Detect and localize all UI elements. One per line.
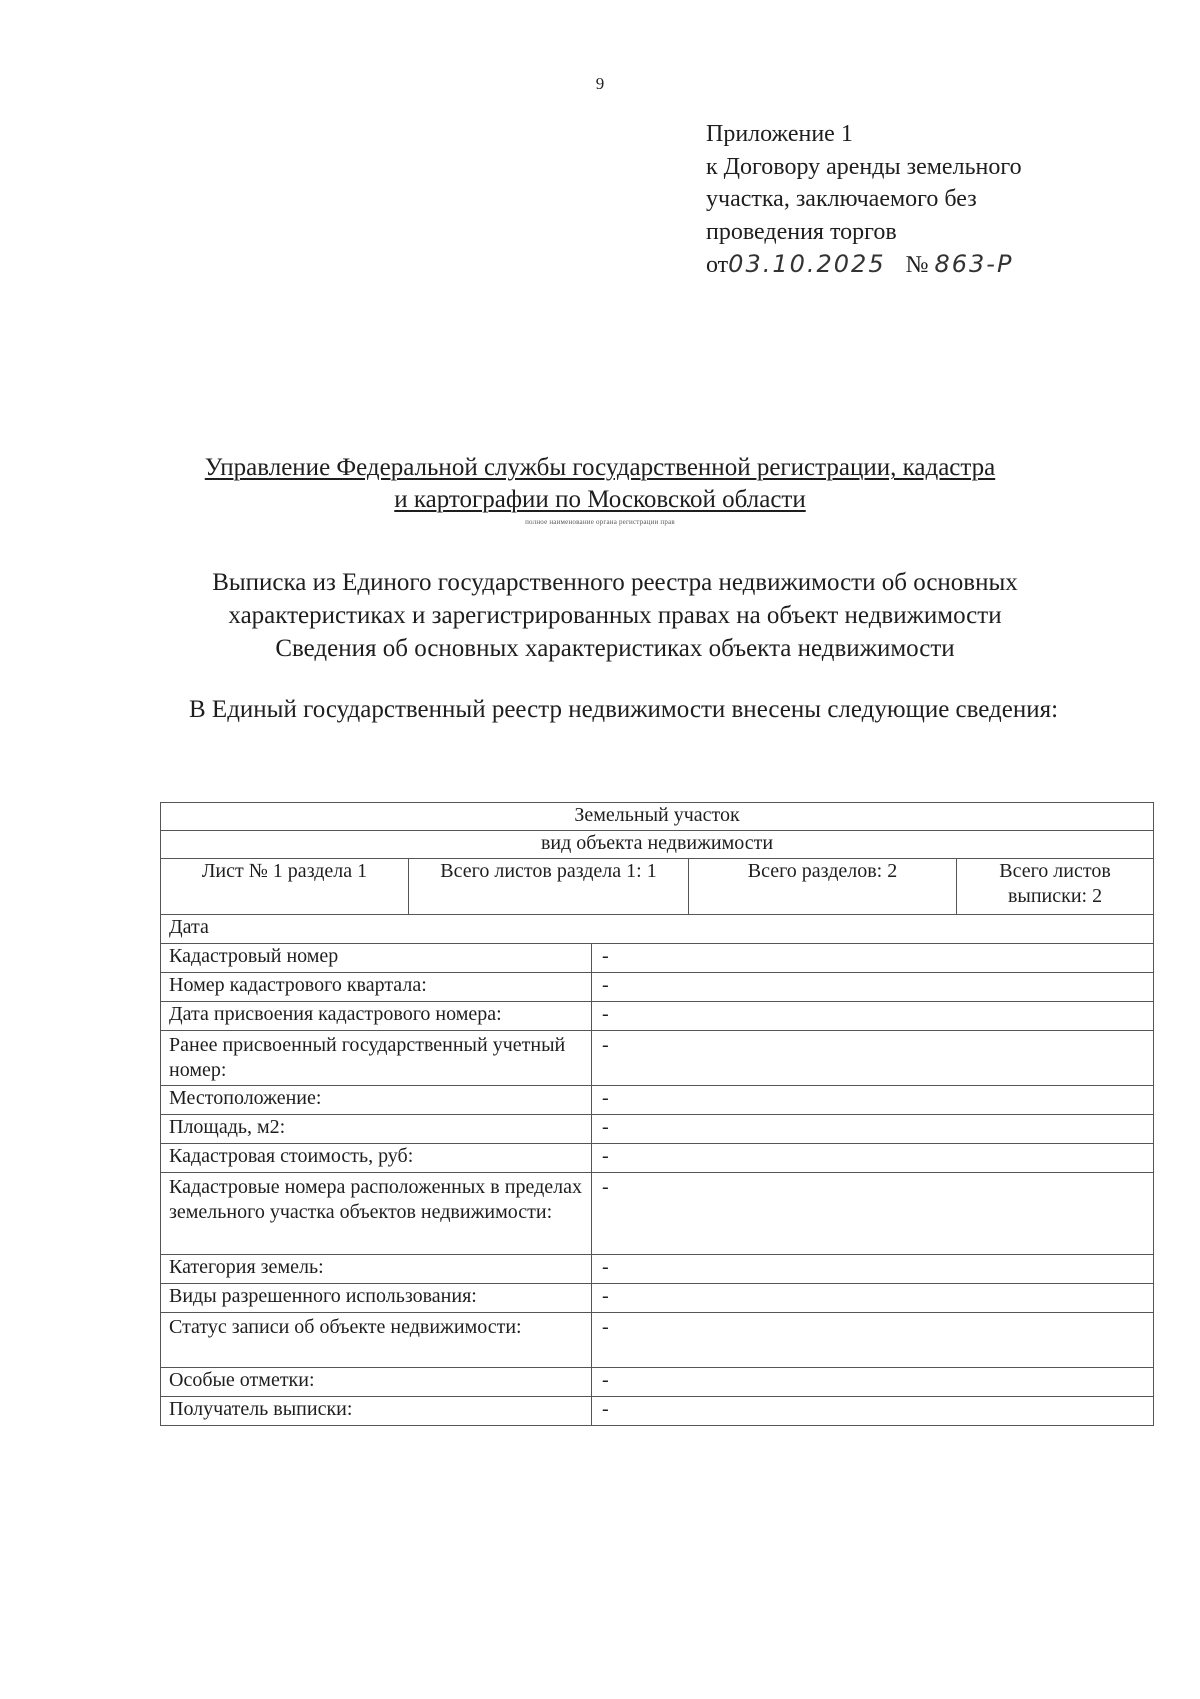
row-label: Ранее присвоенный государственный учетный номер: [161, 1031, 592, 1086]
object-caption: вид объекта недвижимости [161, 831, 1154, 859]
row-value: - [592, 1173, 1154, 1255]
page-number: 9 [595, 74, 605, 93]
table-row [161, 1086, 1154, 1115]
table-row [161, 1284, 1154, 1313]
table-row [161, 1255, 1154, 1284]
row-label: Дата присвоения кадастрового номера: [161, 1002, 592, 1031]
handwritten-number: 863-Р [934, 250, 1014, 278]
agency-line-1: Управление Федеральной службы государственной регистрации, кадастра [204, 454, 996, 481]
sheet-info-row [161, 859, 1154, 915]
table-row [161, 1002, 1154, 1031]
title-line-2: характеристиках и зарегистрированных правах на объект недвижимости [228, 602, 1002, 629]
title-line-3: Сведения об основных характеристиках объекта недвижимости [275, 635, 955, 662]
table-row [161, 1313, 1154, 1368]
row-value: - [592, 1031, 1154, 1086]
row-label: Кадастровый номер [161, 944, 592, 973]
title-line-1: Выписка из Единого государственного реестра недвижимости об основных [212, 569, 1018, 596]
date-row [161, 915, 1154, 944]
row-value: - [592, 1284, 1154, 1313]
object-type-row [161, 803, 1154, 831]
row-value: - [592, 1397, 1154, 1426]
row-label: Виды разрешенного использования: [161, 1284, 592, 1313]
row-value: - [592, 1086, 1154, 1115]
date-label: Дата [161, 915, 1154, 944]
row-value: - [592, 1115, 1154, 1144]
sheet-number: Лист № 1 раздела 1 [161, 859, 409, 915]
table-row [161, 1368, 1154, 1397]
appendix-date-line [706, 248, 1126, 282]
agency-name [120, 452, 1080, 516]
number-sign: № [905, 252, 929, 278]
table-row [161, 1397, 1154, 1426]
appendix-line: к Договору аренды земельного [706, 153, 1022, 180]
sheets-in-section: Всего листов раздела 1: 1 [409, 859, 689, 915]
row-label: Получатель выписки: [161, 1397, 592, 1426]
row-value: - [592, 1002, 1154, 1031]
document-title [150, 566, 1080, 665]
handwritten-date: 03.10.2025 [728, 250, 886, 278]
agency-caption: полное наименование органа регистрации прав [525, 518, 675, 526]
table-row [161, 1031, 1154, 1086]
row-value: - [592, 944, 1154, 973]
appendix-line: проведения торгов [706, 218, 897, 245]
row-label: Местоположение: [161, 1086, 592, 1115]
row-value: - [592, 1313, 1154, 1368]
appendix-line: участка, заключаемого без [706, 186, 977, 212]
appendix-line: Приложение 1 [706, 121, 853, 147]
sheets-total: Всего листов выписки: 2 [957, 859, 1154, 915]
intro-text: В Единый государственный реестр недвижимости внесены следующие сведения: [189, 696, 1059, 723]
appendix-block [706, 118, 1126, 282]
table-row [161, 1173, 1154, 1255]
row-label: Категория земель: [161, 1255, 592, 1284]
row-value: - [592, 973, 1154, 1002]
row-label: Статус записи об объекте недвижимости: [161, 1313, 592, 1368]
table-row [161, 1115, 1154, 1144]
sections-total: Всего разделов: 2 [689, 859, 957, 915]
row-label: Особые отметки: [161, 1368, 592, 1397]
row-label: Кадастровая стоимость, руб: [161, 1144, 592, 1173]
table-row [161, 944, 1154, 973]
table-row [161, 973, 1154, 1002]
row-value: - [592, 1368, 1154, 1397]
row-value: - [592, 1144, 1154, 1173]
object-type: Земельный участок [161, 803, 1154, 831]
row-value: - [592, 1255, 1154, 1284]
row-label: Площадь, м2: [161, 1115, 592, 1144]
agency-line-2: и картографии по Московской области [394, 486, 806, 513]
date-prefix: от [706, 252, 729, 278]
row-label: Кадастровые номера расположенных в пределах земельного участка объектов недвижимости: [161, 1173, 592, 1255]
extract-table [160, 802, 1154, 1426]
object-caption-row [161, 831, 1154, 859]
table-row [161, 1144, 1154, 1173]
row-label: Номер кадастрового квартала: [161, 973, 592, 1002]
